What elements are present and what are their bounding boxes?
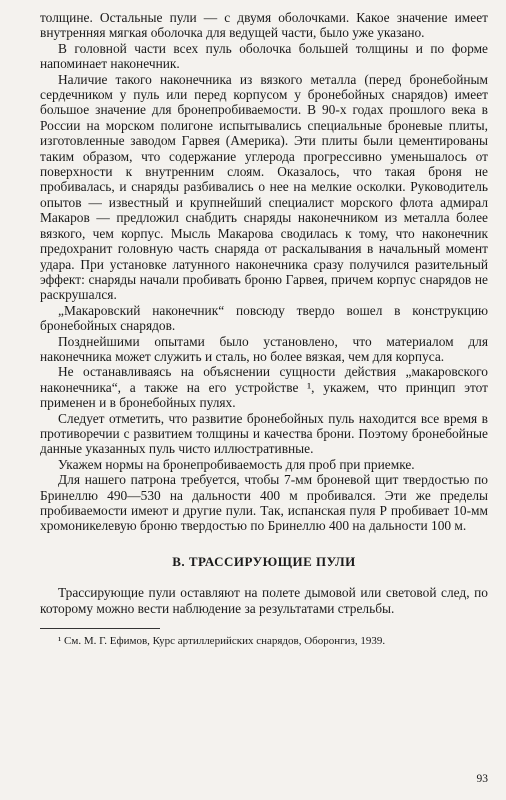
paragraph-4: „Макаровский наконечник“ повсюду твердо вошел в конструкцию бронебойных снарядов. <box>40 302 488 334</box>
paragraph-5: Позднейшими опытами было установлено, что материалом для наконечника может служить и сталь, но более вязкая, чем для корпуса. <box>40 333 488 364</box>
paragraph-3: Наличие такого наконечника из вязкого металла (перед бронебойным сердечником у пуль или перед корпусом у бронебойных снарядов) имеет большое значение для бронепробиваемости. В 90-х годах прошлого века в России на морском полигоне испытывались специальные броневые плиты, изготовленные заводом Гарвея (Америка). Эти плиты были цементированы таким образом, что содержание углерода прогрессивно уменьшалось от поверхности к внутренним слоям. Оказалось, что такая броня не пробивалась, и снаряды разбивались о нее на мелкие осколки. Руководитель опытов — известный и крупнейший специалист морского флота адмирал Макаров — предложил снабдить снаряды наконечником из металла более вязкого, чем корпус. Мысль Макарова сводилась к тому, что наконечник предохранит головную часть снаряда от раскалывания в начальный момент удара. При установке латунного наконечника сразу получился разительный эффект: снаряды начали пробивать броню Гарвея, причем корпус снарядов не раскрушался. <box>40 71 488 303</box>
paragraph-2: В головной части всех пуль оболочка большей толщины и по форме напоминает наконечник. <box>40 40 488 72</box>
paragraph-8: Укажем нормы на бронепробиваемость для проб при приемке. <box>58 456 415 472</box>
paragraph-tracer: Трассирующие пули оставляют на полете дымовой или световой след, по которому можно вести наблюдение за результатами стрельбы. <box>40 585 488 616</box>
footnote: ¹ См. М. Г. Ефимов, Курс артиллерийских снарядов, Оборонгиз, 1939. <box>58 635 386 648</box>
paragraph-6: Не останавливаясь на объяснении сущности действия „макаровского наконечника“, а также на его устройстве ¹, укажем, что принцип этот применен и в бронебойных пулях. <box>40 364 488 411</box>
paragraph-9: Для нашего патрона требуется, чтобы 7-мм броневой щит твердостью по Бринеллю 490—530 на дальности 400 м пробивался. Эти же пределы пробиваемости имеют и другие пули. Так, испанская пуля Р пробивает 10-мм хромоникелевую броню твердостью по Бринеллю 400 на дальности 100 м. <box>40 472 488 534</box>
section-heading: В. ТРАССИРУЮЩИЕ ПУЛИ <box>172 553 356 569</box>
paragraph-1: толщине. Остальные пули — с двумя оболочками. Какое значение имеет внутренняя мягкая оболочка для ведущей части, было уже указано. <box>40 10 488 41</box>
footnote-divider <box>40 628 160 629</box>
page-number: 93 <box>476 773 488 785</box>
paragraph-7: Следует отметить, что развитие бронебойных пуль находится все время в противоречии с развитием толщины и качества брони. Поэтому бронебойные данные указанных пуль чисто иллюстративные. <box>40 410 488 457</box>
